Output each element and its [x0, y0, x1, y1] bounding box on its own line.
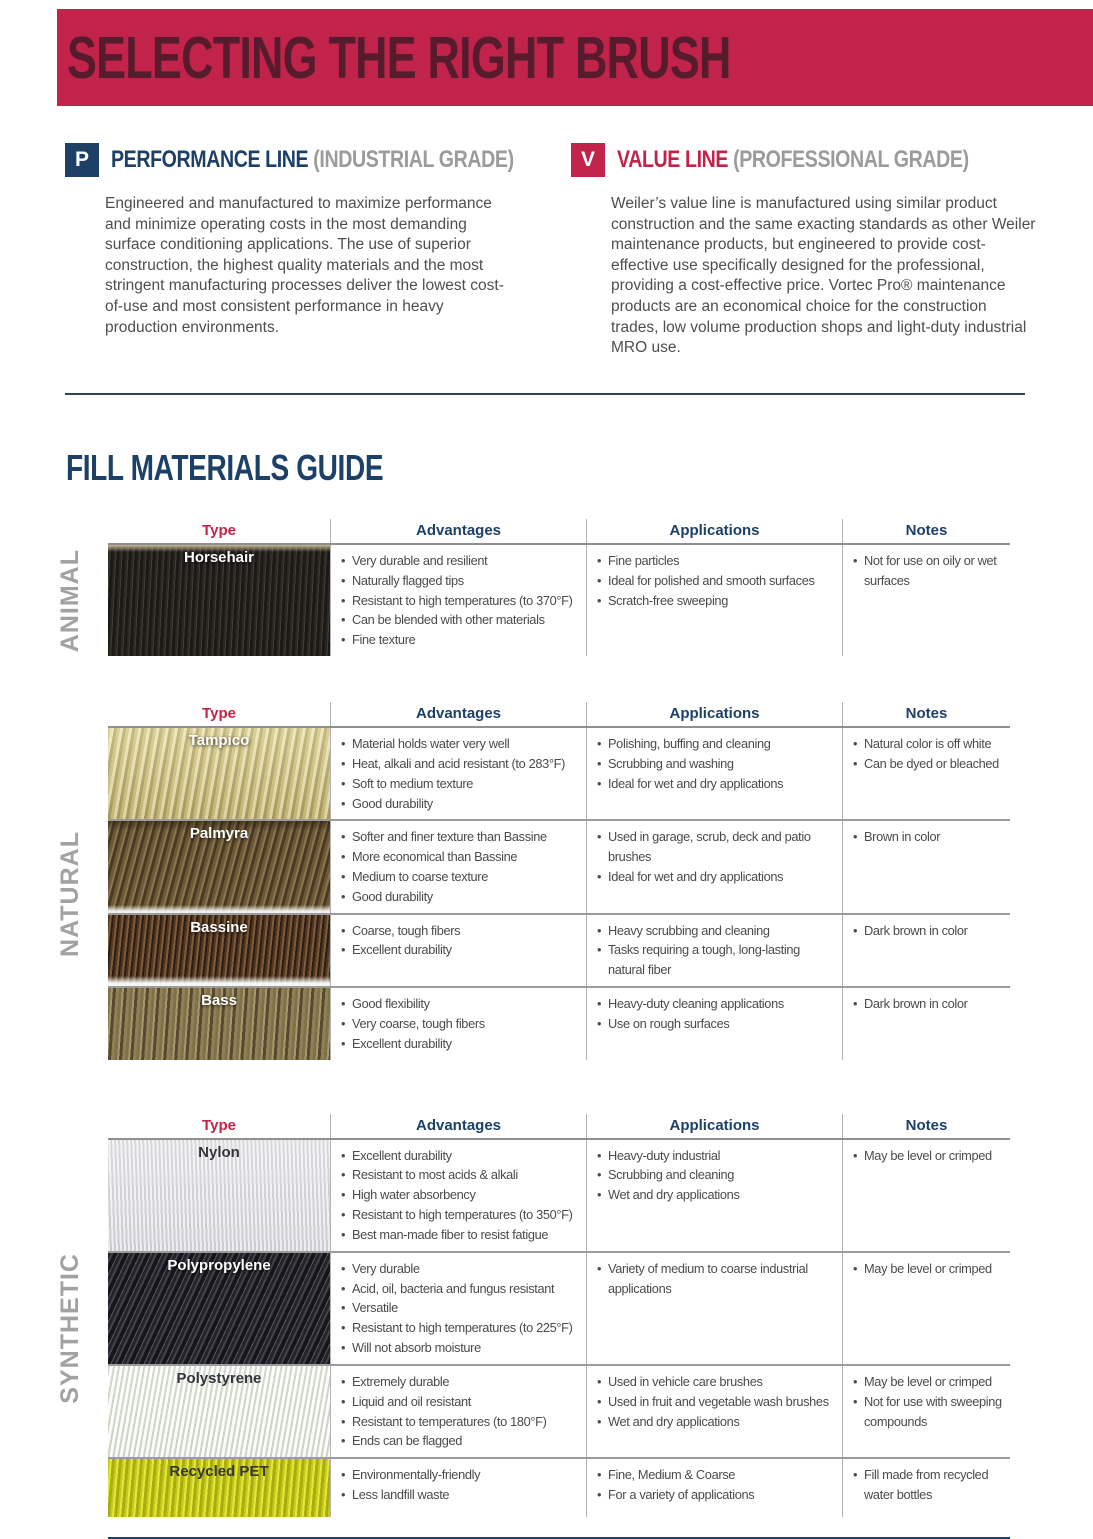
bullet-item: • Used in fruit and vegetable wash brushes — [597, 1392, 834, 1412]
table-row-polypropylene — [108, 1251, 1010, 1364]
type-cell — [108, 821, 330, 912]
type-label: Recycled PET — [169, 1463, 269, 1481]
advantages-cell — [330, 915, 586, 986]
notes-bullet-list — [853, 827, 1002, 847]
bullet-item: • Good durability — [341, 794, 578, 814]
applications-cell — [586, 988, 842, 1059]
advantages-bullet-list — [341, 1146, 578, 1245]
advantages-cell — [330, 545, 586, 656]
value-line-header — [571, 142, 1033, 178]
fiber-swatch-polystyrene — [108, 1366, 330, 1457]
applications-cell — [586, 545, 842, 656]
notes-cell — [842, 821, 1010, 912]
bullet-item: • High water absorbency — [341, 1185, 578, 1205]
bullet-item: • Fine, Medium & Coarse — [597, 1465, 834, 1485]
table-row-bass — [108, 986, 1010, 1059]
bullet-item: • For a variety of applications — [597, 1485, 834, 1505]
group-label-synthetic: SYNTHETIC — [56, 1253, 84, 1404]
type-cell — [108, 988, 330, 1059]
column-header-advantages: Advantages — [330, 702, 586, 726]
bullet-item: • Ideal for wet and dry applications — [597, 774, 834, 794]
table-row-tampico — [108, 728, 1010, 819]
bullet-item: • Very durable and resilient — [341, 551, 578, 571]
type-cell — [108, 545, 330, 656]
bullet-item: • Fine texture — [341, 630, 578, 650]
table-header-row — [108, 702, 1010, 728]
bullet-item: • Natural color is off white — [853, 734, 1002, 754]
fiber-swatch-bass — [108, 988, 330, 1059]
column-header-type: Type — [202, 705, 236, 723]
performance-line-title: PERFORMANCE LINE — [111, 146, 309, 173]
applications-bullet-list — [597, 734, 834, 793]
type-label: Nylon — [198, 1143, 240, 1161]
table-header-row — [108, 519, 1010, 545]
column-header-advantages: Advantages — [330, 1114, 586, 1138]
applications-bullet-list — [597, 921, 834, 980]
bullet-item: • More economical than Bassine — [341, 847, 578, 867]
bullet-item: • Fill made from recycled water bottles — [853, 1465, 1002, 1505]
bullet-item: • Dark brown in color — [853, 994, 1002, 1014]
applications-cell — [586, 728, 842, 819]
type-cell — [108, 915, 330, 986]
column-header-type: Type — [202, 521, 236, 539]
material-group-animal — [56, 519, 1010, 656]
applications-bullet-list — [597, 551, 834, 610]
bullet-item: • Coarse, tough fibers — [341, 921, 578, 941]
page-banner — [57, 9, 1093, 106]
product-lines-intro — [65, 142, 1093, 359]
bullet-item: • Used in garage, scrub, deck and patio brushes — [597, 827, 834, 867]
type-cell — [108, 1140, 330, 1251]
bullet-item: • Not for use on oily or wet surfaces — [853, 551, 1002, 591]
column-header-applications: Applications — [586, 519, 842, 543]
bullet-item: • Best man-made fiber to resist fatigue — [341, 1225, 578, 1245]
group-label-wrap — [56, 1140, 85, 1518]
bullet-item: • Naturally flagged tips — [341, 571, 578, 591]
type-label: Palmyra — [189, 825, 249, 843]
bullet-item: • Ideal for polished and smooth surfaces — [597, 571, 834, 591]
bullet-item: • Less landfill waste — [341, 1485, 578, 1505]
type-cell — [108, 1459, 330, 1517]
column-header-applications: Applications — [586, 702, 842, 726]
applications-cell — [586, 1366, 842, 1457]
advantages-bullet-list — [341, 994, 578, 1053]
type-label: Bass — [201, 992, 237, 1010]
type-cell — [108, 728, 330, 819]
advantages-cell — [330, 1459, 586, 1517]
bullet-item: • Resistant to high temperatures (to 370°F) — [341, 591, 578, 611]
applications-cell — [586, 1459, 842, 1517]
bullet-item: • Wet and dry applications — [597, 1412, 834, 1432]
notes-bullet-list — [853, 551, 1002, 591]
bullet-item: • Scrubbing and washing — [597, 754, 834, 774]
bullet-item: • Good flexibility — [341, 994, 578, 1014]
bullet-item: • Scrubbing and cleaning — [597, 1165, 834, 1185]
fill-materials-guide-title: FILL MATERIALS GUIDE — [66, 446, 384, 488]
notes-bullet-list — [853, 921, 1002, 941]
column-header-type: Type — [202, 1116, 236, 1134]
notes-bullet-list — [853, 734, 1002, 774]
bullet-item: • Scratch-free sweeping — [597, 591, 834, 611]
value-line-section — [571, 142, 1036, 359]
bullet-item: • Can be blended with other materials — [341, 610, 578, 630]
bullet-item: • Resistant to temperatures (to 180°F) — [341, 1412, 578, 1432]
bullet-item: • Used in vehicle care brushes — [597, 1372, 834, 1392]
type-cell — [108, 1253, 330, 1364]
group-label-wrap — [56, 545, 85, 656]
bullet-item: • May be level or crimped — [853, 1372, 1002, 1392]
table-row-polystyrene — [108, 1364, 1010, 1457]
material-group-synthetic — [56, 1114, 1010, 1518]
bullet-item: • Resistant to most acids & alkali — [341, 1165, 578, 1185]
fiber-swatch-palmyra — [108, 821, 330, 912]
bullet-item: • Medium to coarse texture — [341, 867, 578, 887]
bullet-item: • Heavy scrubbing and cleaning — [597, 921, 834, 941]
notes-cell — [842, 915, 1010, 986]
advantages-bullet-list — [341, 1465, 578, 1505]
advantages-cell — [330, 821, 586, 912]
table-row-recycledpet — [108, 1457, 1010, 1517]
bullet-item: • Resistant to high temperatures (to 350°F) — [341, 1205, 578, 1225]
column-header-applications: Applications — [586, 1114, 842, 1138]
bullet-item: • Polishing, buffing and cleaning — [597, 734, 834, 754]
bullet-item: • Heavy-duty industrial — [597, 1146, 834, 1166]
notes-cell — [842, 988, 1010, 1059]
type-label: Polypropylene — [167, 1256, 271, 1274]
bullet-item: • Soft to medium texture — [341, 774, 578, 794]
column-header-notes: Notes — [842, 519, 1010, 543]
applications-bullet-list — [597, 1465, 834, 1505]
bullet-item: • Heat, alkali and acid resistant (to 283°F) — [341, 754, 578, 774]
bullet-item: • Excellent durability — [341, 1034, 578, 1054]
column-header-advantages: Advantages — [330, 519, 586, 543]
fiber-swatch-horsehair — [108, 545, 330, 656]
group-label-natural: NATURAL — [56, 830, 84, 957]
applications-bullet-list — [597, 1259, 834, 1299]
page-title: SELECTING THE RIGHT BRUSH — [67, 24, 731, 91]
bullet-item: • Environmentally-friendly — [341, 1465, 578, 1485]
value-line-title: VALUE LINE — [617, 146, 729, 173]
bullet-item: • Extremely durable — [341, 1372, 578, 1392]
fiber-swatch-bassine — [108, 915, 330, 986]
fiber-swatch-recycledpet — [108, 1459, 330, 1517]
performance-line-header — [65, 142, 527, 178]
bullet-item: • May be level or crimped — [853, 1146, 1002, 1166]
notes-cell — [842, 545, 1010, 656]
bullet-item: • Very coarse, tough fibers — [341, 1014, 578, 1034]
fiber-swatch-polypropylene — [108, 1253, 330, 1364]
bullet-item: • Excellent durability — [341, 940, 578, 960]
bullet-item: • Softer and finer texture than Bassine — [341, 827, 578, 847]
bullet-item: • Variety of medium to coarse industrial applications — [597, 1259, 834, 1299]
applications-cell — [586, 1140, 842, 1251]
notes-cell — [842, 728, 1010, 819]
bullet-item: • Wet and dry applications — [597, 1185, 834, 1205]
advantages-bullet-list — [341, 921, 578, 961]
advantages-cell — [330, 1366, 586, 1457]
bullet-item: • Fine particles — [597, 551, 834, 571]
advantages-cell — [330, 728, 586, 819]
column-header-notes: Notes — [842, 702, 1010, 726]
type-label: Bassine — [190, 918, 248, 936]
group-label-wrap — [56, 728, 85, 1060]
applications-bullet-list — [597, 994, 834, 1034]
bullet-item: • Can be dyed or bleached — [853, 754, 1002, 774]
notes-bullet-list — [853, 1465, 1002, 1505]
notes-bullet-list — [853, 1259, 1002, 1279]
value-line-badge-icon: V — [571, 143, 605, 177]
advantages-cell — [330, 1140, 586, 1251]
type-label: Tampico — [188, 732, 250, 750]
table-header-row — [108, 1114, 1010, 1140]
bullet-item: • Ends can be flagged — [341, 1431, 578, 1451]
performance-line-description: Engineered and manufactured to maximize performance and minimize operating costs in the most demanding surface conditioning applications. The use of superior construction, the highest quality materials and the most stringent manufacturing processes deliver the lowest cost-of-use and most consistent performance in heavy production environments. — [105, 195, 504, 336]
fill-materials-tables — [0, 519, 1093, 1517]
bullet-item: • May be level or crimped — [853, 1259, 1002, 1279]
bullet-item: • Very durable — [341, 1259, 578, 1279]
bullet-item: • Not for use with sweeping compounds — [853, 1392, 1002, 1432]
table-row-horsehair — [108, 545, 1010, 656]
bullet-item: • Material holds water very well — [341, 734, 578, 754]
advantages-bullet-list — [341, 827, 578, 906]
applications-cell — [586, 821, 842, 912]
performance-line-badge-icon: P — [65, 143, 99, 177]
value-line-title-row — [617, 146, 969, 174]
type-label: Horsehair — [183, 548, 255, 566]
performance-line-section — [65, 142, 527, 359]
advantages-bullet-list — [341, 1372, 578, 1451]
applications-bullet-list — [597, 827, 834, 886]
advantages-bullet-list — [341, 734, 578, 813]
advantages-cell — [330, 1253, 586, 1364]
table-row-palmyra — [108, 819, 1010, 912]
notes-bullet-list — [853, 1146, 1002, 1166]
performance-line-subtitle: (INDUSTRIAL GRADE) — [313, 146, 514, 173]
notes-cell — [842, 1253, 1010, 1364]
notes-cell — [842, 1459, 1010, 1517]
applications-bullet-list — [597, 1372, 834, 1431]
advantages-bullet-list — [341, 1259, 578, 1358]
notes-cell — [842, 1140, 1010, 1251]
value-line-description: Weiler’s value line is manufactured using similar product construction and the same exacting standards as other Weiler maintenance products, but engineered to provide cost-effective use specifically designed for the professional, providing a cost-effective price. Vortec Pro® maintenance products are an economical choice for the construction trades, low volume production shops and light-duty industrial MRO use. — [611, 195, 1036, 357]
notes-bullet-list — [853, 994, 1002, 1014]
performance-line-title-row — [111, 146, 514, 174]
table-row-nylon — [108, 1140, 1010, 1251]
notes-cell — [842, 1366, 1010, 1457]
bullet-item: • Will not absorb moisture — [341, 1338, 578, 1358]
advantages-cell — [330, 988, 586, 1059]
bullet-item: • Use on rough surfaces — [597, 1014, 834, 1034]
bullet-item: • Brown in color — [853, 827, 1002, 847]
advantages-bullet-list — [341, 551, 578, 650]
type-label: Polystyrene — [176, 1369, 262, 1387]
bullet-item: • Versatile — [341, 1298, 578, 1318]
bullet-item: • Dark brown in color — [853, 921, 1002, 941]
group-label-animal: ANIMAL — [56, 548, 84, 653]
type-cell — [108, 1366, 330, 1457]
material-group-natural — [56, 702, 1010, 1060]
table-row-bassine — [108, 913, 1010, 986]
bullet-item: • Tasks requiring a tough, long-lasting natural fiber — [597, 940, 834, 980]
bullet-item: • Liquid and oil resistant — [341, 1392, 578, 1412]
fiber-swatch-tampico — [108, 728, 330, 819]
value-line-subtitle: (PROFESSIONAL GRADE) — [733, 146, 969, 173]
applications-bullet-list — [597, 1146, 834, 1205]
applications-cell — [586, 1253, 842, 1364]
bullet-item: • Excellent durability — [341, 1146, 578, 1166]
bullet-item: • Heavy-duty cleaning applications — [597, 994, 834, 1014]
section-divider — [65, 393, 1025, 395]
notes-bullet-list — [853, 1372, 1002, 1431]
bullet-item: • Resistant to high temperatures (to 225°F) — [341, 1318, 578, 1338]
fiber-swatch-nylon — [108, 1140, 330, 1251]
bullet-item: • Acid, oil, bacteria and fungus resistant — [341, 1279, 578, 1299]
bullet-item: • Good durability — [341, 887, 578, 907]
column-header-notes: Notes — [842, 1114, 1010, 1138]
applications-cell — [586, 915, 842, 986]
bullet-item: • Ideal for wet and dry applications — [597, 867, 834, 887]
